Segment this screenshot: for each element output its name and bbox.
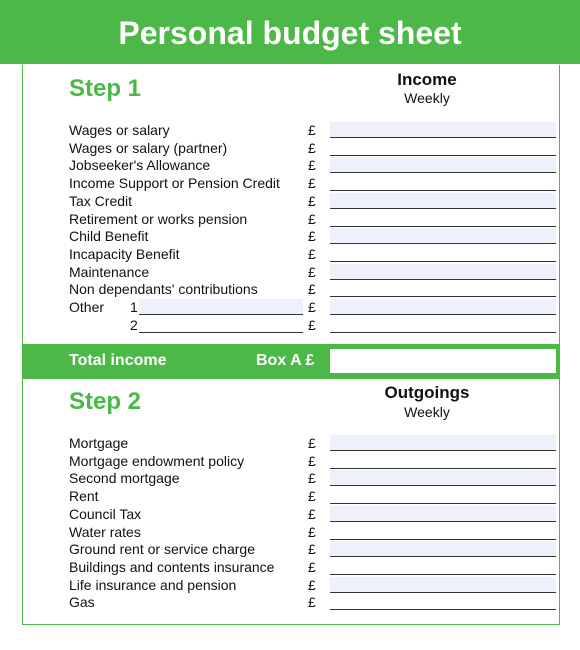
row-label: Rent: [69, 488, 99, 505]
budget-row: [0, 488, 580, 506]
amount-field[interactable]: [330, 453, 556, 469]
row-label: Mortgage endowment policy: [69, 452, 245, 469]
row-label: Mortgage: [69, 435, 129, 451]
row-label: Tax Credit: [69, 192, 133, 209]
budget-row: [0, 577, 580, 595]
currency-symbol: £: [308, 228, 316, 245]
budget-row: [0, 246, 580, 264]
currency-symbol: £: [308, 435, 316, 451]
row-label: Buildings and contents insurance: [69, 558, 275, 575]
amount-field[interactable]: [330, 281, 556, 297]
row-label: Wages or salary (partner): [69, 139, 228, 156]
budget-row: [0, 228, 580, 246]
row-label: Ground rent or service charge: [69, 541, 255, 558]
outgoings-column-subtitle: Weekly: [404, 404, 450, 420]
amount-field[interactable]: [330, 577, 556, 593]
currency-symbol: £: [308, 558, 316, 575]
amount-field[interactable]: [330, 488, 556, 504]
budget-row: [0, 264, 580, 282]
row-label: Incapacity Benefit: [69, 245, 180, 262]
total-income-bar: [22, 344, 560, 379]
page-title: Personal budget sheet: [118, 15, 462, 51]
budget-row: [0, 193, 580, 211]
budget-row: [0, 453, 580, 471]
currency-symbol: £: [308, 139, 316, 156]
row-label: Child Benefit: [69, 228, 149, 245]
row-label: Wages or salary: [69, 122, 170, 138]
budget-row: [0, 157, 580, 175]
currency-symbol: £: [308, 576, 316, 593]
amount-field[interactable]: [330, 211, 556, 227]
currency-symbol: £: [308, 452, 316, 469]
other-income-row: [0, 299, 580, 317]
row-label: Jobseeker's Allowance: [69, 157, 211, 174]
budget-row: [0, 506, 580, 524]
income-column-title: Income: [397, 70, 457, 89]
row-label: Council Tax: [69, 505, 142, 522]
amount-field[interactable]: [330, 228, 556, 244]
amount-field[interactable]: [330, 541, 556, 557]
other-label: Other: [69, 299, 105, 315]
step-2-title: Step 2: [69, 388, 142, 415]
other-income-row: [0, 317, 580, 335]
income-column-subtitle: Weekly: [404, 90, 450, 106]
currency-symbol: £: [308, 299, 316, 315]
currency-symbol: £: [308, 488, 316, 505]
amount-field[interactable]: [330, 175, 556, 191]
budget-row: [0, 211, 580, 229]
amount-field[interactable]: [330, 122, 556, 138]
amount-field[interactable]: [330, 317, 556, 333]
amount-field[interactable]: [330, 594, 556, 610]
amount-field[interactable]: [330, 506, 556, 522]
budget-row: [0, 122, 580, 140]
row-label: Maintenance: [69, 263, 150, 280]
budget-row: [0, 175, 580, 193]
step-1-title: Step 1: [69, 75, 142, 102]
other-description-field[interactable]: [139, 299, 303, 315]
amount-field[interactable]: [330, 193, 556, 209]
currency-symbol: £: [308, 505, 316, 522]
row-label: Income Support or Pension Credit: [69, 175, 280, 192]
amount-field[interactable]: [330, 157, 556, 173]
budget-row: [0, 594, 580, 612]
budget-row: [0, 470, 580, 488]
budget-row: [0, 524, 580, 542]
currency-symbol: £: [308, 245, 316, 262]
currency-symbol: £: [308, 122, 316, 138]
row-label: Gas: [69, 594, 95, 611]
currency-symbol: £: [308, 210, 316, 227]
amount-field[interactable]: [330, 435, 556, 451]
amount-field[interactable]: [330, 246, 556, 262]
currency-symbol: £: [308, 281, 316, 298]
other-description-field[interactable]: [139, 317, 303, 333]
box-a-label: Box A £: [256, 352, 315, 369]
amount-field[interactable]: [330, 524, 556, 540]
currency-symbol: £: [308, 175, 316, 192]
amount-field[interactable]: [330, 299, 556, 315]
currency-symbol: £: [308, 157, 316, 174]
total-income-field[interactable]: [330, 349, 556, 373]
amount-field[interactable]: [330, 264, 556, 280]
row-label: Life insurance and pension: [69, 576, 237, 593]
row-label: Water rates: [69, 523, 141, 540]
budget-row: [0, 140, 580, 158]
budget-row: [0, 281, 580, 299]
budget-row: [0, 435, 580, 453]
budget-row: [0, 541, 580, 559]
total-income-label: Total income: [69, 352, 167, 369]
page-header: [0, 0, 580, 64]
other-number: 2: [130, 316, 138, 333]
other-number: 1: [130, 299, 138, 315]
row-label: Non dependants' contributions: [69, 281, 258, 298]
budget-row: [0, 559, 580, 577]
amount-field[interactable]: [330, 559, 556, 575]
currency-symbol: £: [308, 470, 316, 487]
currency-symbol: £: [308, 594, 316, 611]
currency-symbol: £: [308, 523, 316, 540]
amount-field[interactable]: [330, 140, 556, 156]
currency-symbol: £: [308, 541, 316, 558]
row-label: Retirement or works pension: [69, 210, 248, 227]
currency-symbol: £: [308, 192, 316, 209]
outgoings-column-title: Outgoings: [384, 383, 470, 402]
currency-symbol: £: [308, 316, 316, 333]
row-label: Second mortgage: [69, 470, 180, 487]
amount-field[interactable]: [330, 470, 556, 486]
currency-symbol: £: [308, 263, 316, 280]
